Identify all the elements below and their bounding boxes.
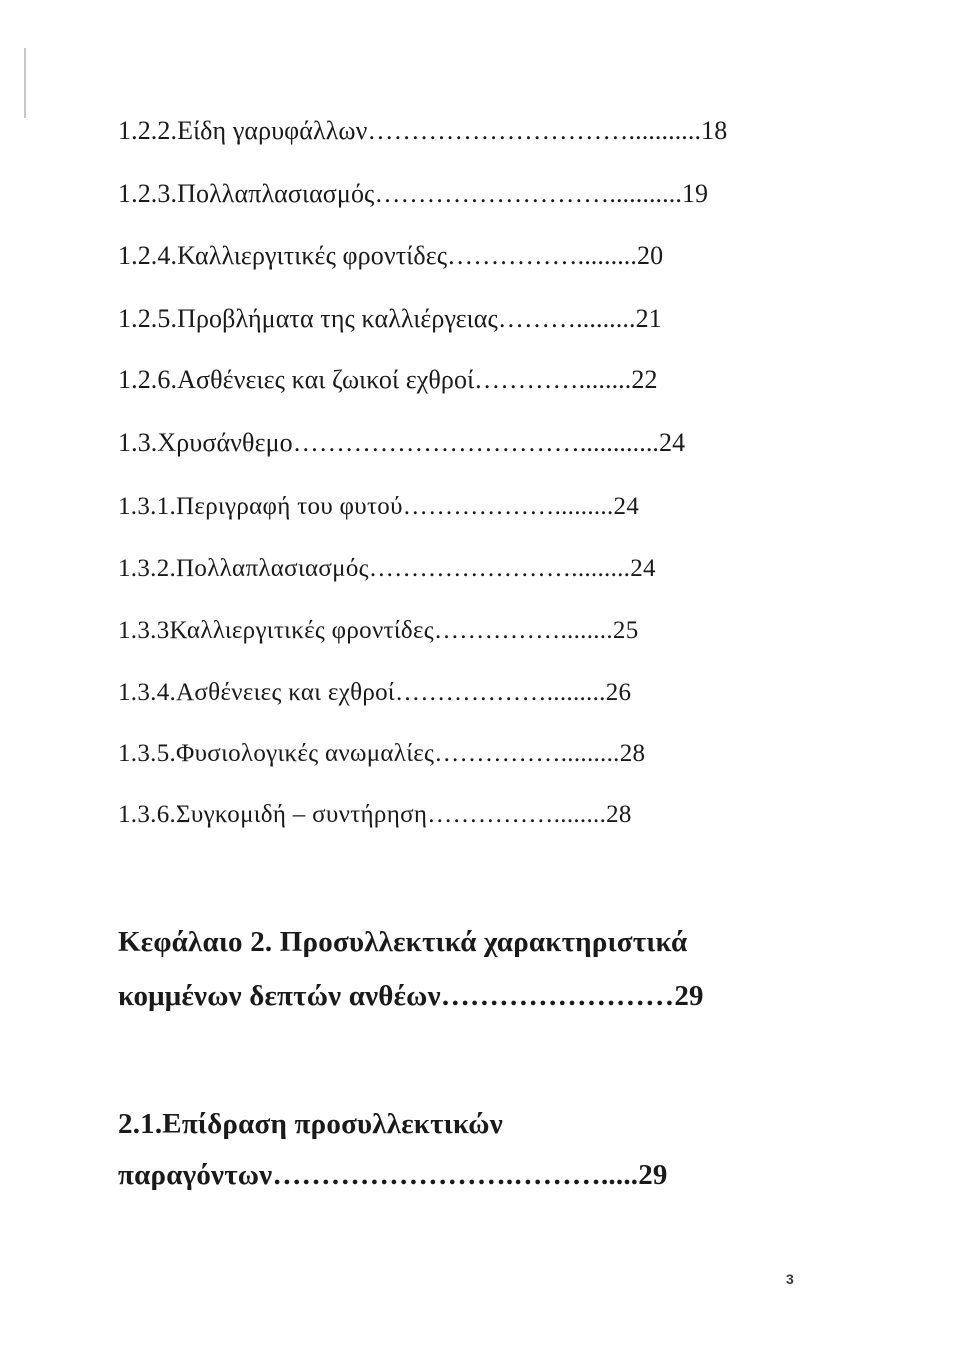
toc-entry-1-3-1: 1.3.1.Περιγραφή του φυτού……………….........24 xyxy=(118,493,640,520)
toc-entry-1-2-2: 1.2.2.Είδη γαρυφάλλων…………………………...........18 xyxy=(118,116,728,145)
toc-entry-1-3-6: 1.3.6.Συγκομιδή – συντήρηση……………........28 xyxy=(118,801,632,828)
toc-entry-1-2-3: 1.2.3.Πολλαπλασιασμός………………………...........19 xyxy=(118,179,709,208)
section-2-1-heading-line-1: 2.1.Επίδραση προσυλλεκτικών xyxy=(118,1108,503,1140)
toc-entry-1-3-5: 1.3.5.Φυσιολογικές ανωμαλίες…………….........28 xyxy=(118,740,646,767)
toc-entry-1-2-5: 1.2.5.Προβλήματα της καλλιέργειας……….........21 xyxy=(118,304,662,333)
toc-entry-1-3-3: 1.3.3Καλλιεργιτικές φροντίδες……………........25 xyxy=(118,617,639,644)
toc-entry-1-3-4: 1.3.4.Ασθένειες και εχθροί……………….........26 xyxy=(118,679,632,706)
toc-entry-1-3-2: 1.3.2.Πολλαπλασιασμός…………………….........24 xyxy=(118,555,656,582)
chapter-2-heading-line-2: κομμένων δεπτών ανθέων……………………29 xyxy=(118,980,704,1012)
chapter-2-heading-line-1: Κεφάλαιο 2. Προσυλλεκτικά χαρακτηριστικά xyxy=(118,926,688,958)
section-2-1-heading-line-2: παραγόντων…………………….……….....29 xyxy=(118,1159,668,1191)
toc-entry-1-3: 1.3.Χρυσάνθεμο……………………………............24 xyxy=(118,428,686,457)
toc-entry-1-2-4: 1.2.4.Καλλιεργιτικές φροντίδες…………….........20 xyxy=(118,241,664,270)
toc-entry-1-2-6: 1.2.6.Ασθένειες και ζωικοί εχθροί…………........22 xyxy=(118,365,658,394)
page-number: 3 xyxy=(786,1271,794,1287)
